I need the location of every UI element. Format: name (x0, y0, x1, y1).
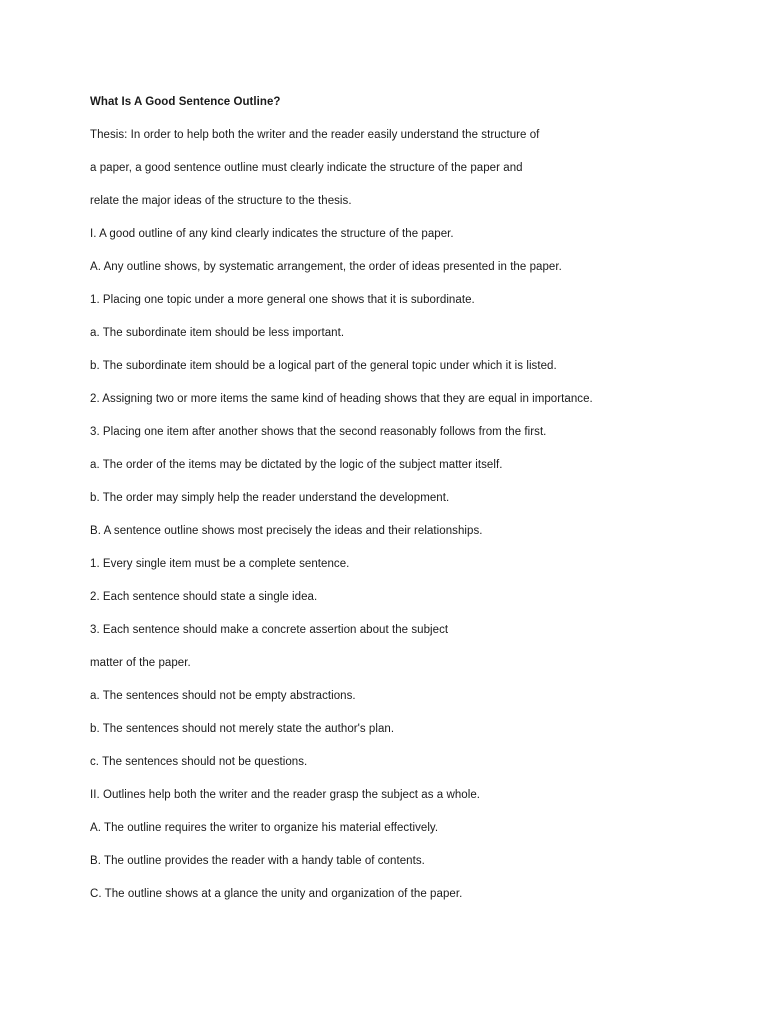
outline-line: matter of the paper. (90, 657, 191, 669)
outline-line: A. The outline requires the writer to organize his material effectively. (90, 822, 439, 834)
outline-line: b. The order may simply help the reader understand the development. (90, 492, 450, 504)
outline-line: 1. Every single item must be a complete sentence. (90, 558, 350, 570)
outline-line: 3. Placing one item after another shows that the second reasonably follows from the first. (90, 426, 547, 438)
outline-line: a. The subordinate item should be less important. (90, 327, 345, 339)
outline-line: B. A sentence outline shows most precisely the ideas and their relationships. (90, 525, 483, 537)
outline-line: I. A good outline of any kind clearly indicates the structure of the paper. (90, 228, 454, 240)
outline-line: b. The subordinate item should be a logical part of the general topic under which it is listed. (90, 360, 557, 372)
thesis-line-1: Thesis: In order to help both the writer and the reader easily understand the structure of (90, 129, 540, 141)
outline-line: A. Any outline shows, by systematic arrangement, the order of ideas presented in the paper. (90, 261, 562, 273)
thesis-line-3: relate the major ideas of the structure to the thesis. (90, 195, 352, 207)
outline-line: c. The sentences should not be questions. (90, 756, 308, 768)
outline-line: b. The sentences should not merely state the author's plan. (90, 723, 395, 735)
outline-line: a. The order of the items may be dictated by the logic of the subject matter itself. (90, 459, 503, 471)
outline-line: 3. Each sentence should make a concrete assertion about the subject (90, 624, 449, 636)
outline-line: II. Outlines help both the writer and the reader grasp the subject as a whole. (90, 789, 481, 801)
outline-line: B. The outline provides the reader with a handy table of contents. (90, 855, 425, 867)
document-title: What Is A Good Sentence Outline? (90, 96, 281, 108)
outline-line: 1. Placing one topic under a more general one shows that it is subordinate. (90, 294, 475, 306)
outline-line: 2. Assigning two or more items the same kind of heading shows that they are equal in importance. (90, 393, 593, 405)
outline-line: C. The outline shows at a glance the unity and organization of the paper. (90, 888, 463, 900)
outline-text (90, 92, 740, 917)
outline-line: 2. Each sentence should state a single idea. (90, 591, 318, 603)
outline-line: a. The sentences should not be empty abstractions. (90, 690, 356, 702)
thesis-line-2: a paper, a good sentence outline must clearly indicate the structure of the paper and (90, 162, 523, 174)
